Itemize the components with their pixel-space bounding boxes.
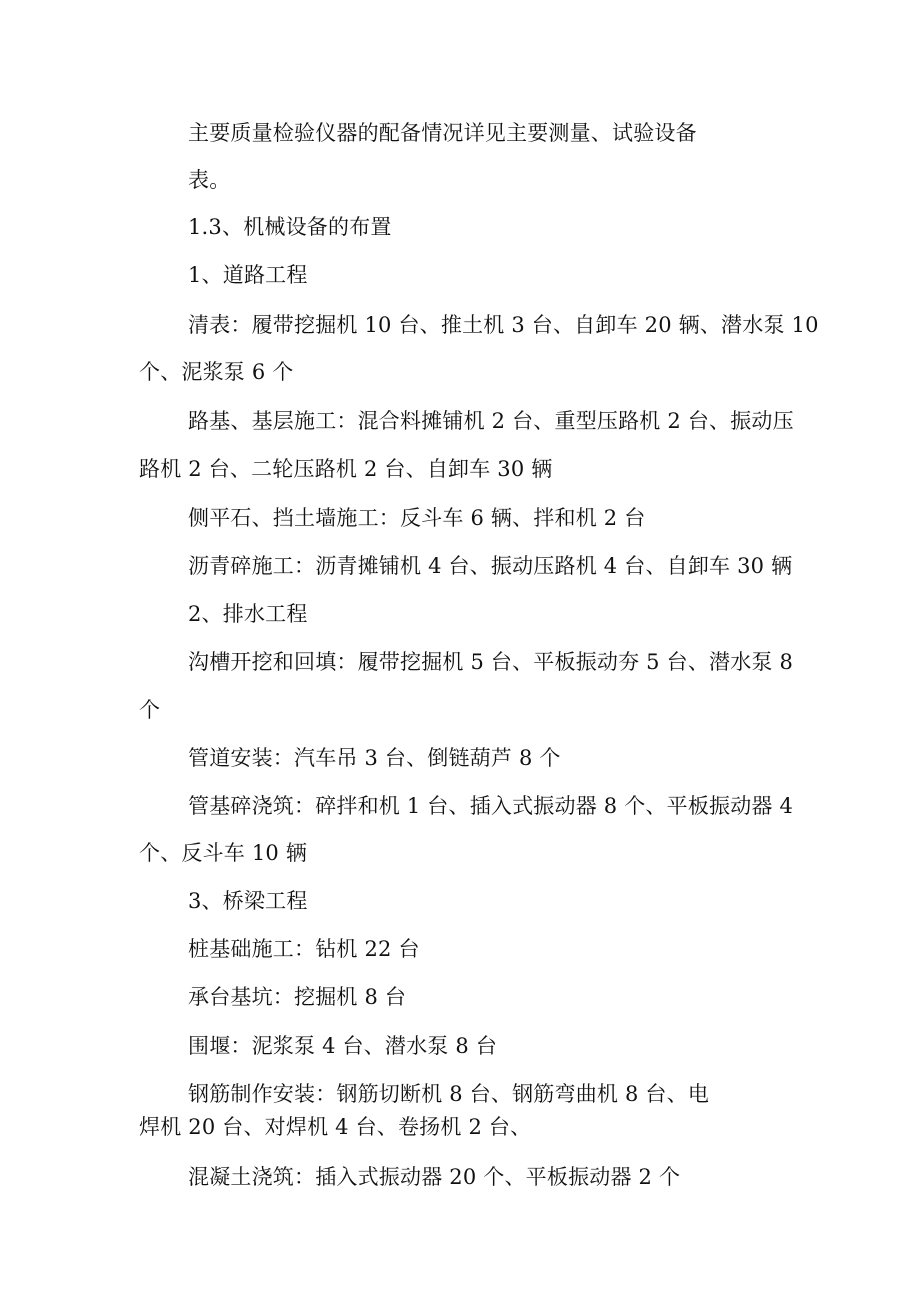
paragraph-line: 桩基础施工：钻机 22 台 <box>188 937 420 961</box>
paragraph-line: 路机 2 台、二轮压路机 2 台、自卸车 30 辆 <box>139 457 553 481</box>
paragraph-line: 焊机 20 台、对焊机 4 台、卷扬机 2 台、 <box>139 1115 532 1139</box>
paragraph-line: 清表：履带挖掘机 10 台、推土机 3 台、自卸车 20 辆、潜水泵 10 <box>188 313 819 337</box>
subsection-heading: 1、道路工程 <box>188 263 308 287</box>
subsection-heading: 3、桥梁工程 <box>188 889 308 913</box>
paragraph-line: 承台基坑：挖掘机 8 台 <box>188 985 407 1009</box>
paragraph-line: 沟槽开挖和回填：履带挖掘机 5 台、平板振动夯 5 台、潜水泵 8 <box>188 650 794 674</box>
paragraph-line: 钢筋制作安装：钢筋切断机 8 台、钢筋弯曲机 8 台、电 <box>188 1082 710 1106</box>
subsection-heading: 2、排水工程 <box>188 602 308 626</box>
paragraph-line: 侧平石、挡土墙施工：反斗车 6 辆、拌和机 2 台 <box>188 506 646 530</box>
paragraph-line: 个、泥浆泵 6 个 <box>139 360 294 384</box>
paragraph-line: 表。 <box>188 168 231 192</box>
paragraph-line: 围堰：泥浆泵 4 台、潜水泵 8 台 <box>188 1034 498 1058</box>
paragraph-line: 管道安装：汽车吊 3 台、倒链葫芦 8 个 <box>188 746 561 770</box>
paragraph-line: 沥青碎施工：沥青摊铺机 4 台、振动压路机 4 台、自卸车 30 辆 <box>188 554 793 578</box>
paragraph-line: 个、反斗车 10 辆 <box>139 841 308 865</box>
paragraph-line: 路基、基层施工：混合料摊铺机 2 台、重型压路机 2 台、振动压 <box>188 409 794 433</box>
paragraph-line: 个 <box>139 698 161 722</box>
paragraph-line: 管基碎浇筑：碎拌和机 1 台、插入式振动器 8 个、平板振动器 4 <box>188 794 794 818</box>
section-heading: 1.3、机械设备的布置 <box>188 215 392 239</box>
paragraph-line: 主要质量检验仪器的配备情况详见主要测量、试验设备 <box>188 121 697 145</box>
paragraph-line: 混凝土浇筑：插入式振动器 20 个、平板振动器 2 个 <box>188 1165 681 1189</box>
